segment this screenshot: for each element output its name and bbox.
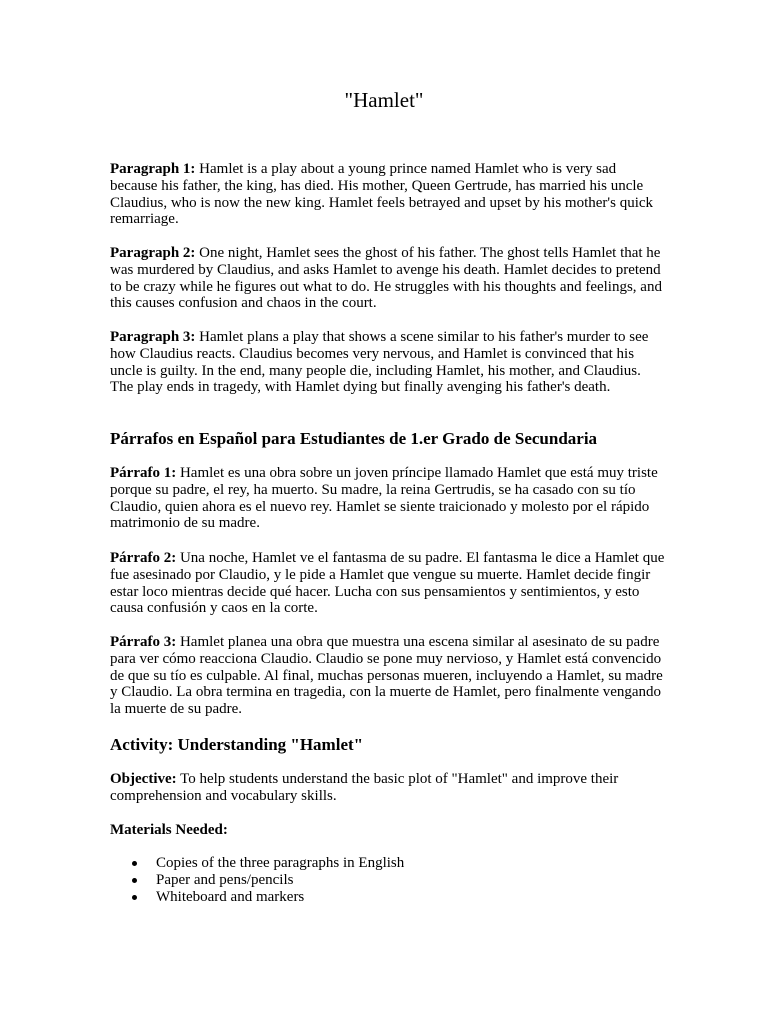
materials-list	[110, 855, 665, 905]
paragraph-label: Paragraph 3:	[110, 329, 196, 345]
english-paragraph-2	[110, 245, 665, 312]
paragraph-text: Hamlet planea una obra que muestra una escena similar al asesinato de su padre para ver cómo reacciona Claudio. Claudio se pone muy nervioso, y Hamlet está convencido de que su tío es culpable. Al final, muchas personas mueren, incluyendo a Hamlet, su madre y Claudio. La obra termina en tragedia, con la muerte de Hamlet, pero finalmente vengando la muerte de su padre.	[110, 634, 663, 718]
materials-heading	[110, 822, 665, 839]
spanish-paragraph-3	[110, 634, 665, 718]
objective-text: To help students understand the basic plot of "Hamlet" and improve their comprehension and vocabulary skills.	[110, 771, 619, 804]
spanish-paragraph-1	[110, 465, 665, 532]
materials-label: Materials Needed:	[110, 822, 228, 838]
paragraph-text: Hamlet is a play about a young prince named Hamlet who is very sad because his father, the king, has died. His mother, Queen Gertrude, has married his uncle Claudius, who is now the new king. Hamlet feels betrayed and upset by his mother's quick remarriage.	[110, 161, 654, 228]
list-item-text: Whiteboard and markers	[156, 888, 305, 905]
paragraph-label: Paragraph 2:	[110, 245, 196, 261]
list-item-text: Paper and pens/pencils	[156, 871, 294, 888]
paragraph-text: Hamlet es una obra sobre un joven príncipe llamado Hamlet que está muy triste porque su padre, el rey, ha muerto. Su madre, la reina Gertrudis, se ha casado con su tío Claudio, quien ahora es el nuevo rey. Hamlet se siente traicionado y molesto por el rápido matrimonio de su madre.	[110, 465, 658, 532]
activity-heading: Activity: Understanding "Hamlet"	[110, 735, 364, 754]
english-paragraph-1	[110, 161, 665, 228]
paragraph-label: Párrafo 3:	[110, 634, 177, 650]
paragraph-label: Párrafo 2:	[110, 550, 177, 566]
activity-objective	[110, 771, 665, 805]
paragraph-label: Paragraph 1:	[110, 161, 196, 177]
bullet-icon	[132, 895, 137, 900]
list-item	[110, 872, 665, 889]
list-item	[110, 855, 665, 872]
objective-label: Objective:	[110, 771, 177, 787]
paragraph-text: Una noche, Hamlet ve el fantasma de su padre. El fantasma le dice a Hamlet que fue asesinado por Claudio, y le pide a Hamlet que vengue su muerte. Hamlet decide fingir estar loco mientras decide qué hacer. Lucha con sus pensamientos y sentimientos, y esto causa confusión y caos en la corte.	[110, 550, 665, 617]
spanish-paragraph-2	[110, 550, 665, 617]
english-paragraph-3	[110, 329, 665, 396]
list-item	[110, 889, 665, 906]
bullet-icon	[132, 861, 137, 866]
paragraph-label: Párrafo 1:	[110, 465, 177, 481]
list-item-text: Copies of the three paragraphs in English	[156, 855, 405, 871]
bullet-icon	[132, 878, 137, 883]
paragraph-text: One night, Hamlet sees the ghost of his father. The ghost tells Hamlet that he was murdered by Claudius, and asks Hamlet to avenge his death. Hamlet decides to pretend to be crazy while he figures out what to do. He struggles with his thoughts and feelings, and this causes confusion and chaos in the court.	[110, 245, 662, 312]
document-title: "Hamlet"	[344, 88, 424, 112]
spanish-section-heading: Párrafos en Español para Estudiantes de 1.er Grado de Secundaria	[110, 429, 598, 448]
paragraph-text: Hamlet plans a play that shows a scene similar to his father's murder to see how Claudius reacts. Claudius becomes very nervous, and Hamlet is convinced that his uncle is guilty. In the end, many people die, including Hamlet, his mother, and Claudius. The play ends in tragedy, with Hamlet dying but finally avenging his father's death.	[110, 329, 649, 396]
